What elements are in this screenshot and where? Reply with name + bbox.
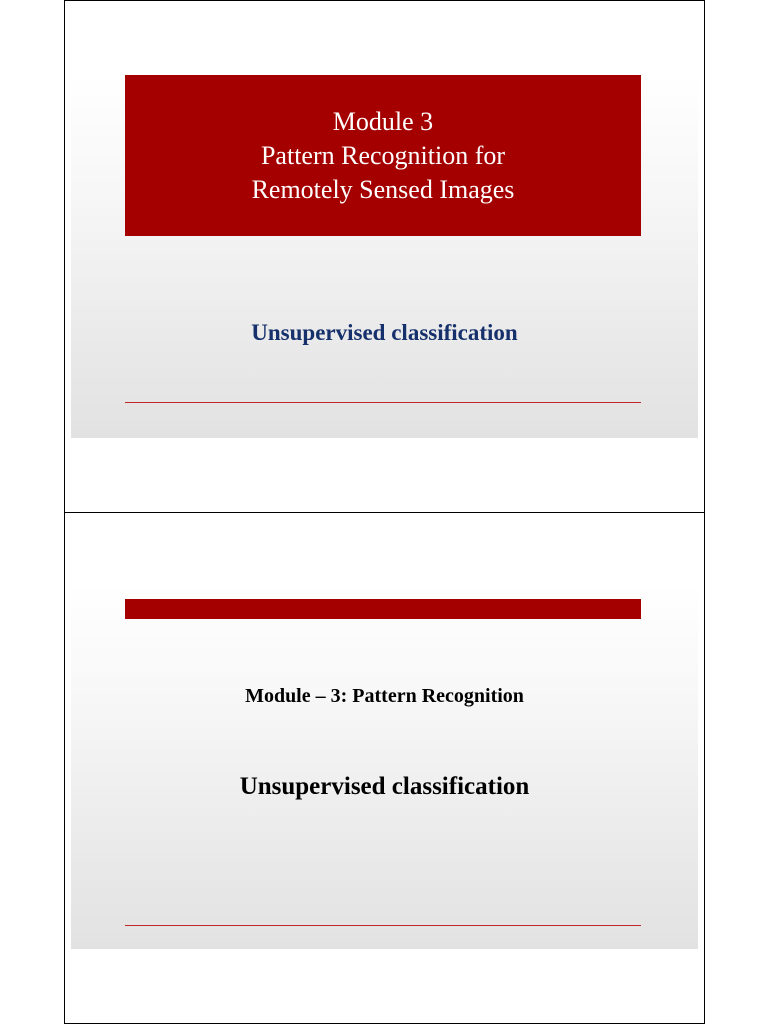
title-line-1: Module 3: [332, 106, 434, 136]
slide-title: [252, 105, 515, 207]
title-line-3: Remotely Sensed Images: [251, 174, 515, 204]
handout-frame-top: [64, 0, 705, 513]
handout-frame-bottom: [64, 512, 705, 1024]
divider-line: [125, 402, 641, 403]
title-line-2: Pattern Recognition for: [260, 140, 506, 170]
module-label: Module – 3: Pattern Recognition: [245, 685, 524, 707]
slide-title: Unsupervised classification: [239, 773, 530, 800]
divider-line: [125, 925, 641, 926]
title-banner: [125, 75, 641, 236]
slide-2: [71, 585, 698, 949]
slide-1: [71, 74, 698, 438]
slide-subtitle: Unsupervised classification: [251, 320, 518, 345]
header-bar: [125, 599, 641, 619]
